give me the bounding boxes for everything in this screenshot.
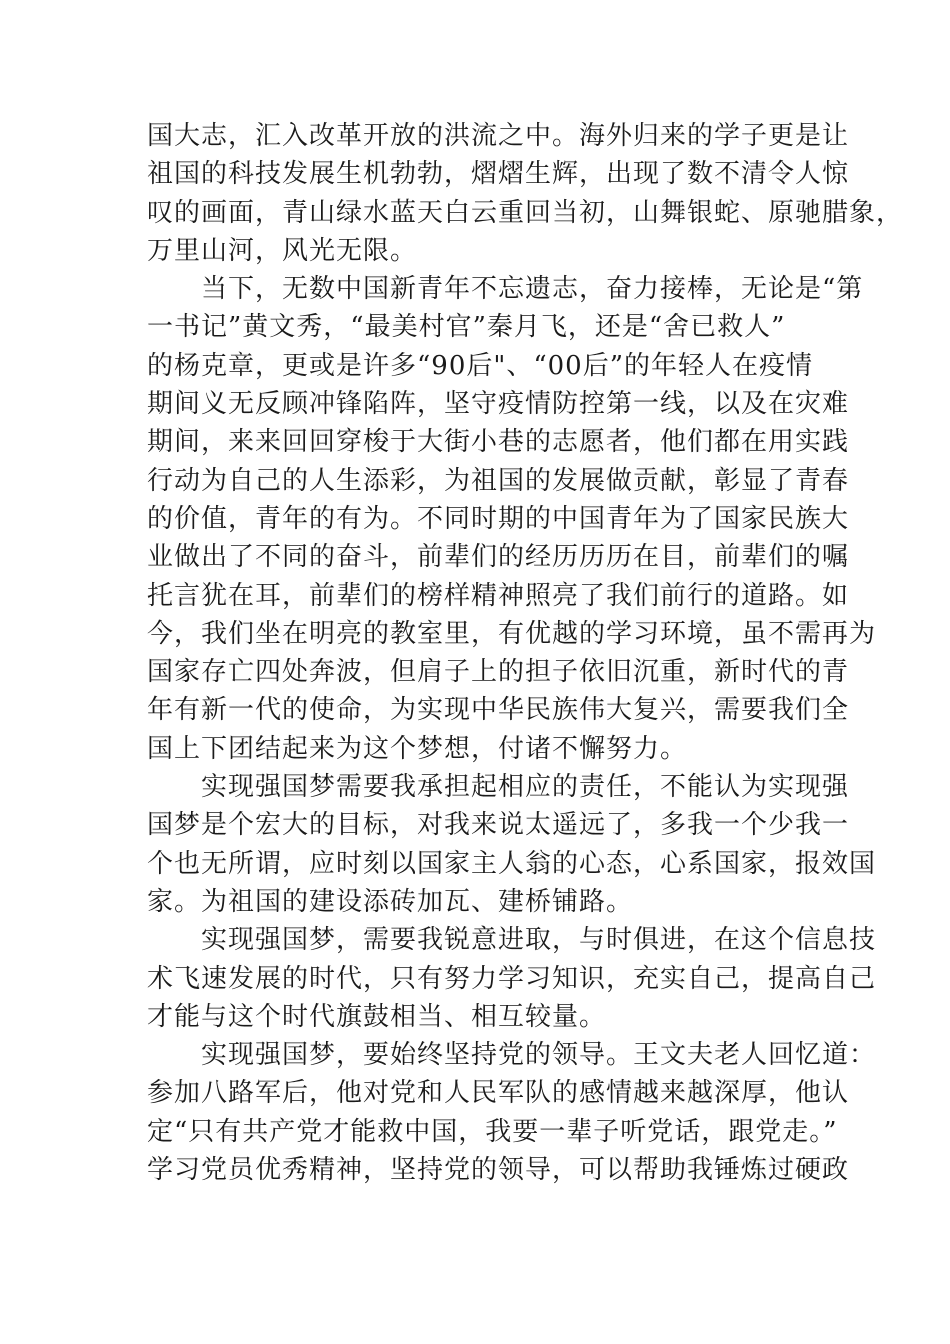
text-line: 的杨克章，更或是许多“90后"、“00后”的年轻人在疫情 [147, 350, 814, 381]
text-line: 期间义无反顾冲锋陷阵，坚守疫情防控第一线，以及在灾难 [147, 389, 850, 420]
text-line: 国大志，汇入改革开放的洪流之中。海外归来的学子更是让 [147, 121, 850, 151]
text-line: 托言犹在耳，前辈们的榜样精神照亮了我们前行的道路。如 [147, 580, 850, 611]
text-line: 国梦是个宏大的目标，对我来说太遥远了，多我一个少我一 [147, 810, 850, 841]
paragraph-start-line: 实现强国梦，要始终坚持党的领导。王文夫老人回忆道： [201, 1040, 877, 1071]
text-line: 个也无所谓，应时刻以国家主人翁的心态，心系国家，报效国 [147, 848, 877, 879]
text-line: 叹的画面，青山绿水蓝天白云重回当初，山舞银蛇、原驰腊象， [147, 197, 904, 228]
text-line: 一书记”黄文秀，“最美村官”秦月飞，还是“舍已救人” [147, 312, 786, 343]
text-line: 参加八路军后，他对党和人民军队的感情越来越深厚，他认 [147, 1078, 850, 1109]
document-body [147, 117, 904, 1189]
text-line: 行动为自己的人生添彩，为祖国的发展做贡献，彰显了青春 [147, 465, 850, 496]
text-line: 期间，来来回回穿梭于大街小巷的志愿者，他们都在用实践 [147, 427, 850, 458]
text-line: 年有新一代的使命，为实现中华民族伟大复兴，需要我们全 [147, 695, 850, 726]
text-line: 学习党员优秀精神，坚持党的领导，可以帮助我锤炼过硬政 [147, 1155, 850, 1186]
text-line: 才能与这个时代旗鼓相当、相互较量。 [147, 1001, 607, 1032]
paragraph-start-line: 实现强国梦需要我承担起相应的责任，不能认为实现强 [201, 772, 850, 803]
text-line: 业做出了不同的奋斗，前辈们的经历历历在目，前辈们的嘱 [147, 542, 850, 573]
paragraph-start-line: 当下，无数中国新青年不忘遗志，奋力接棒，无论是“第 [201, 274, 864, 305]
text-line: 国上下团结起来为这个梦想，付诸不懈努力。 [147, 733, 688, 764]
paragraph-start-line: 实现强国梦，需要我锐意进取，与时俱进，在这个信息技 [201, 925, 877, 956]
text-line: 万里山河，风光无限。 [147, 235, 418, 266]
text-line: 国家存亡四处奔波，但肩子上的担子依旧沉重，新时代的青 [147, 657, 850, 688]
text-line: 今，我们坐在明亮的教室里，有优越的学习环境，虽不需再为 [147, 618, 877, 649]
text-line: 定“只有共产党才能救中国，我要一辈子听党话，跟党走。” [147, 1116, 838, 1147]
text-line: 术飞速发展的时代，只有努力学习知识，充实自己，提高自己 [147, 963, 877, 994]
text-line: 祖国的科技发展生机勃勃，熠熠生辉，出现了数不清令人惊 [147, 159, 850, 190]
text-line: 的价值，青年的有为。不同时期的中国青年为了国家民族大 [147, 503, 850, 534]
text-line: 家。为祖国的建设添砖加瓦、建桥铺路。 [147, 886, 634, 917]
